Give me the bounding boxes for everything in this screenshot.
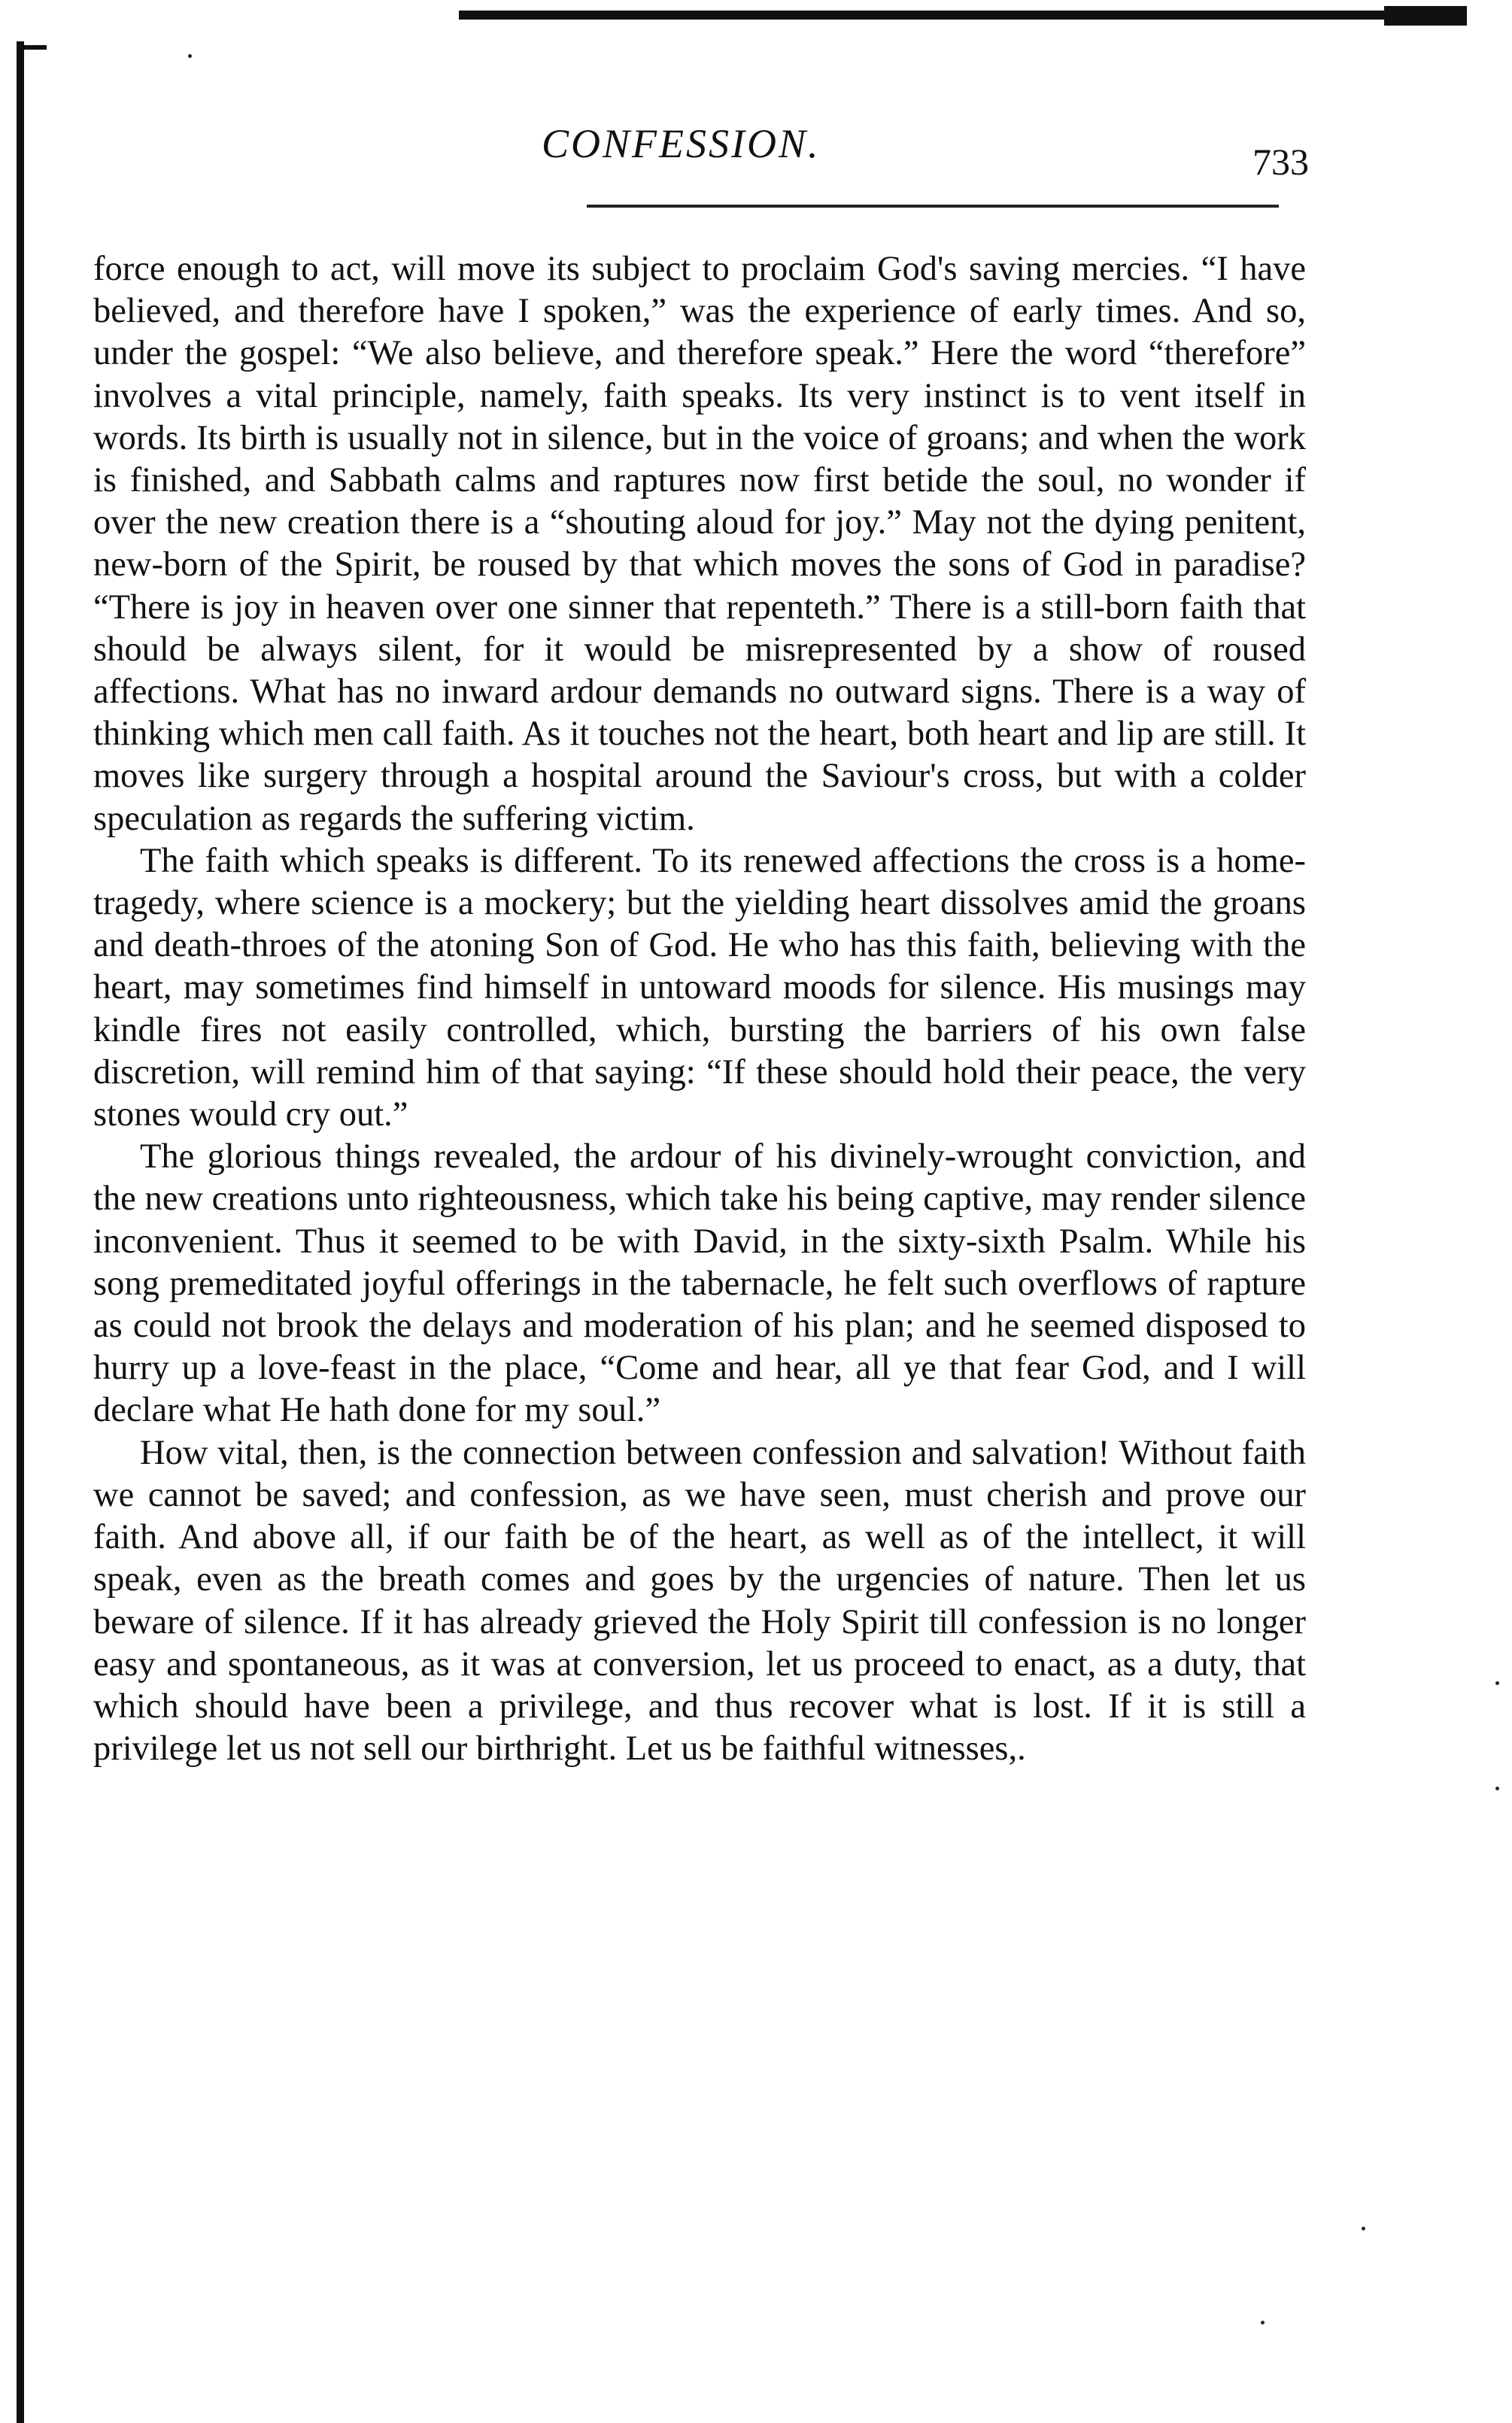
header-rule xyxy=(587,205,1279,208)
scan-speck xyxy=(1495,1681,1499,1685)
scan-speck xyxy=(1362,2227,1365,2230)
scan-top-edge-mark xyxy=(1384,6,1467,26)
paragraph-continued: force enough to act, will move its subject to proclaim God's saving mercies. “I have believed, and therefore have I spoken,” was the experience of early times. And so, under the gospel: “We also believe, and therefore speak.” Here the word “therefore” involves a vital principle, namely, faith speaks. Its very instinct is to vent itself in words. Its birth is usually not in silence, but in the voice of groans; and when the work is finished, and Sabbath calms and raptures now first betide the soul, no wonder if over the new creation there is a “shouting aloud for joy.” May not the dying penitent, new-born of the Spirit, be roused by that which moves the sons of God in paradise? “There is joy in heaven over one sinner that repenteth.” There is a still-born faith that should be always silent, for it would be misrepresented by a show of roused affections. What has no inward ardour demands no outward signs. There is a way of thinking which men call faith. As it touches not the heart, both heart and lip are still. It moves like surgery through a hospital around the Saviour's cross, but with a colder speculation as regards the suffering victim. xyxy=(93,250,1306,838)
paragraph: The faith which speaks is different. To its renewed affections the cross is a home-tragedy, where science is a mockery; but the yielding heart dissolves amid the groans and death-throes of the atoning Son of God. He who has this faith, believing with the heart, may sometimes find himself in untoward moods for silence. His musings may kindle fires not easily controlled, which, bursting the barriers of his own false discretion, will remind him of that saying: “If these should hold their peace, the very stones would cry out.” xyxy=(93,841,1306,1134)
page-number: 733 xyxy=(1252,141,1309,183)
page-header xyxy=(90,114,1309,183)
scan-left-edge-tick xyxy=(17,45,47,50)
body-text xyxy=(93,248,1306,1770)
paragraph: The glorious things revealed, the ardour of his divinely-wrought conviction, and the new creations unto righteousness, which take his being captive, may render silence inconvenient. Thus it seemed to be with David, in the sixty-sixth Psalm. While his song premeditated joyful offerings in the tabernacle, he felt such overflows of rapture as could not brook the delays and moderation of his plan; and he seemed disposed to hurry up a love-feast in the place, “Come and hear, all ye that fear God, and I will declare what He hath done for my soul.” xyxy=(93,1137,1306,1430)
scan-speck xyxy=(1261,2321,1265,2324)
running-head: CONFESSION. xyxy=(542,121,821,166)
scan-speck xyxy=(188,54,192,58)
scan-speck xyxy=(1495,1787,1499,1790)
scan-left-edge-line xyxy=(17,41,24,2423)
paragraph: How vital, then, is the connection between confession and salvation! Without faith we cannot be saved; and confession, as we have seen, must cherish and prove our faith. And above all, if our faith be of the heart, as well as of the intellect, it will speak, even as the breath comes and goes by the urgencies of nature. Then let us beware of silence. If it has already grieved the Holy Spirit till confession is no longer easy and spontaneous, as it was at conversion, let us proceed to enact, as a duty, that which should have been a privilege, and thus recover what is lost. If it is still a privilege let us not sell our birthright. Let us be faithful witnesses,. xyxy=(93,1433,1306,1769)
scan-top-edge-rule xyxy=(459,11,1467,20)
